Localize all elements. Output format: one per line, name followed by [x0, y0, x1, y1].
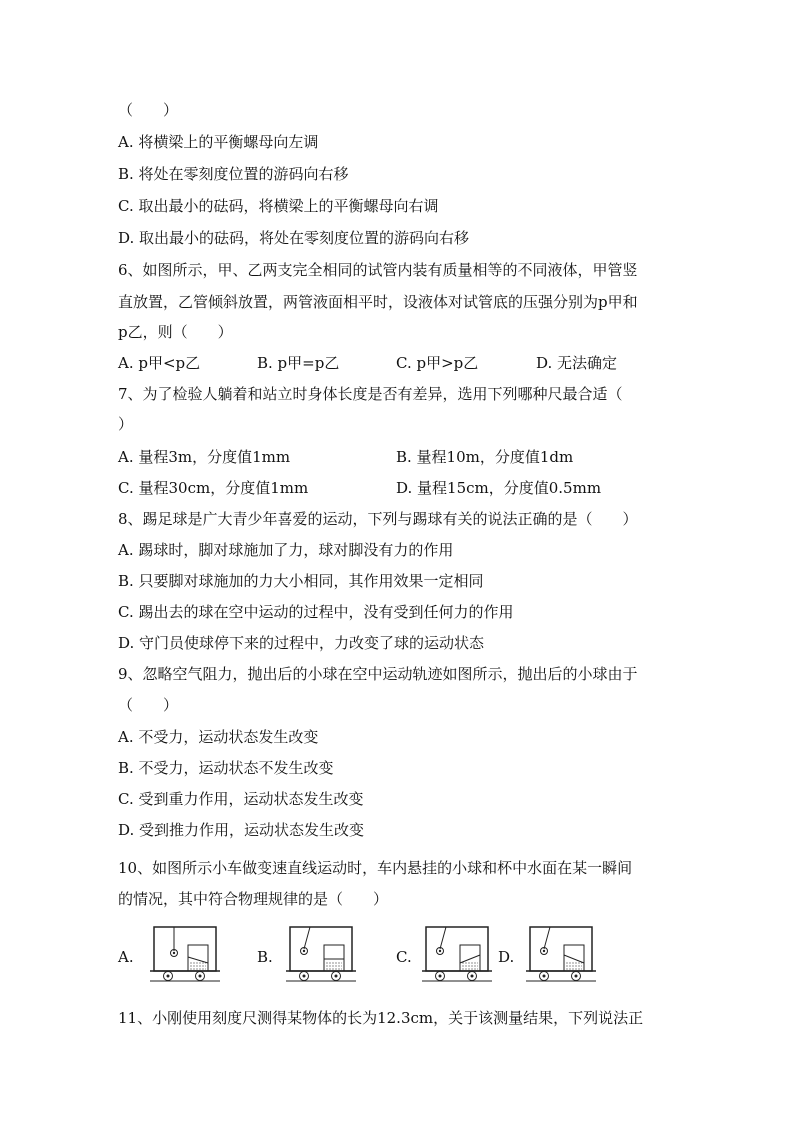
q9-stem-line2: （ ）	[118, 696, 179, 714]
q6-option-d: D. 无法确定	[536, 354, 618, 372]
q6-option-a: A. p甲<p乙	[118, 354, 201, 372]
q10-figure-label-b: B.	[257, 948, 273, 966]
q9-option-b: B. 不受力，运动状态不发生改变	[118, 759, 334, 777]
q7-option-d: D. 量程15cm，分度值0.5mm	[396, 479, 602, 497]
q5-option-c: C. 取出最小的砝码，将横梁上的平衡螺母向右调	[118, 197, 439, 215]
q10-figure-b-cart	[286, 925, 358, 983]
q9-option-c: C. 受到重力作用，运动状态发生改变	[118, 790, 364, 808]
q5-option-d: D. 取出最小的砝码，将处在零刻度位置的游码向右移	[118, 229, 470, 247]
q10-figure-a-cart	[150, 925, 222, 983]
q6-option-b: B. p甲=p乙	[257, 354, 340, 372]
q7-stem-line1: 7、为了检验人躺着和站立时身体长度是否有差异，选用下列哪种尺最合适（	[118, 385, 623, 403]
q10-figure-label-a: A.	[118, 948, 134, 966]
q8-option-c: C. 踢出去的球在空中运动的过程中，没有受到任何力的作用	[118, 603, 514, 621]
q9-stem-line1: 9、忽略空气阻力，抛出后的小球在空中运动轨迹如图所示，抛出后的小球由于	[118, 665, 638, 683]
q7-option-c: C. 量程30cm，分度值1mm	[118, 479, 309, 497]
q6-option-c: C. p甲>p乙	[396, 354, 479, 372]
q5-answer-bracket: （ ）	[118, 101, 179, 119]
q8-stem: 8、踢足球是广大青少年喜爱的运动，下列与踢球有关的说法正确的是（ ）	[118, 510, 638, 528]
q10-figure-c-cart	[422, 925, 494, 983]
q9-option-d: D. 受到推力作用，运动状态发生改变	[118, 821, 365, 839]
q6-stem-line2: 直放置，乙管倾斜放置，两管液面相平时，设液体对试管底的压强分别为p甲和	[118, 293, 638, 311]
q8-option-a: A. 踢球时，脚对球施加了力，球对脚没有力的作用	[118, 541, 454, 559]
q7-option-a: A. 量程3m，分度值1mm	[118, 448, 291, 466]
q5-option-b: B. 将处在零刻度位置的游码向右移	[118, 165, 349, 183]
q10-figure-label-d: D.	[498, 948, 515, 966]
q8-option-b: B. 只要脚对球施加的力大小相同，其作用效果一定相同	[118, 572, 484, 590]
q9-option-a: A. 不受力，运动状态发生改变	[118, 728, 319, 746]
q11-stem: 11、小刚使用刻度尺测得某物体的长为12.3cm，关于该测量结果，下列说法正	[118, 1009, 644, 1027]
q10-figure-label-c: C.	[396, 948, 412, 966]
q8-option-d: D. 守门员使球停下来的过程中，力改变了球的运动状态	[118, 634, 485, 652]
q6-stem-line3: p乙，则（ ）	[118, 323, 233, 341]
q5-option-a: A. 将横梁上的平衡螺母向左调	[118, 133, 319, 151]
q10-figure-d-cart	[526, 925, 598, 983]
q7-stem-line2: ）	[118, 415, 134, 433]
q6-stem-line1: 6、如图所示，甲、乙两支完全相同的试管内装有质量相等的不同液体，甲管竖	[118, 261, 638, 279]
q10-stem-line2: 的情况，其中符合物理规律的是（ ）	[118, 890, 389, 908]
q10-stem-line1: 10、如图所示小车做变速直线运动时，车内悬挂的小球和杯中水面在某一瞬间	[118, 859, 633, 877]
q7-option-b: B. 量程10m，分度值1dm	[396, 448, 574, 466]
